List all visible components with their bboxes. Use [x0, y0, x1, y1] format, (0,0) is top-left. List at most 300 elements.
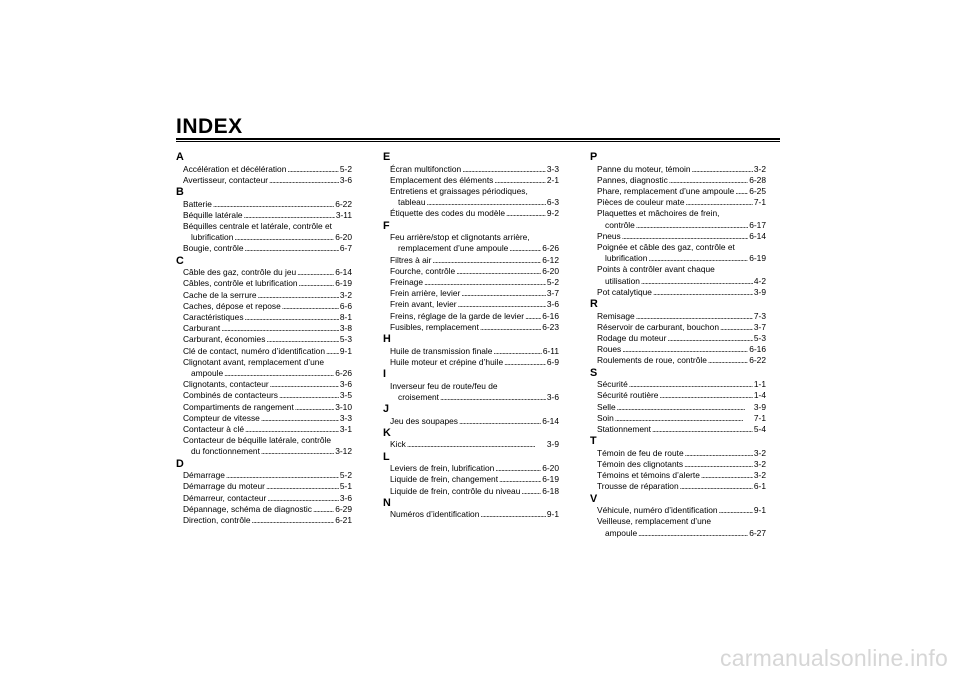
entry-text: Béquilles centrale et latérale, contrôle et [183, 221, 332, 231]
index-entry [383, 299, 559, 310]
dot-leader [461, 288, 546, 299]
entry-line [597, 208, 766, 219]
entry-text: Clignotant avant, remplacement d’une [183, 356, 325, 367]
dot-leader [494, 175, 546, 186]
page-reference[interactable]: 6-22 [335, 198, 352, 209]
entry-text: Témoins et témoins d’alerte [597, 470, 700, 481]
entry-text: Freinage [390, 277, 424, 288]
dot-leader [462, 164, 546, 175]
page-reference[interactable]: 9-1 [753, 505, 766, 516]
title-rule-thin [176, 141, 780, 142]
entry-line-with-page [597, 413, 766, 424]
entry-text: Clé de contact, numéro d’identification [183, 345, 325, 356]
entry-line-with-page [183, 402, 352, 413]
page-reference[interactable]: 6-12 [542, 254, 559, 265]
page-reference[interactable]: 6-29 [335, 503, 352, 514]
dot-leader [226, 470, 339, 481]
dot-leader [504, 357, 546, 368]
page-reference[interactable]: 6-20 [542, 265, 559, 276]
page-reference[interactable]: 5-2 [339, 470, 352, 481]
page-reference[interactable]: 6-28 [749, 174, 766, 185]
index-entry [383, 463, 559, 474]
dot-leader [261, 413, 339, 424]
entry-text: Selle [597, 401, 616, 412]
entry-line-with-page [390, 416, 559, 427]
entry-text: Bougie, contrôle [183, 243, 244, 254]
page-reference[interactable]: 6-14 [335, 267, 352, 278]
entry-text: Roues [597, 344, 622, 355]
entry-text: Combinés de contacteurs [183, 390, 278, 401]
page-reference[interactable]: 7-3 [753, 310, 766, 321]
page-reference[interactable]: 3-7 [753, 321, 766, 332]
index-entry [383, 322, 559, 333]
page-reference[interactable]: 3-6 [546, 391, 559, 402]
entry-text: Sécurité routière [597, 390, 659, 401]
section-letter: R [590, 298, 598, 311]
entry-line-with-page [597, 505, 766, 516]
dot-leader [638, 528, 748, 539]
page-reference[interactable]: 3-2 [753, 447, 766, 458]
dot-leader [735, 186, 748, 197]
entry-text: Phare, remplacement d’une ampoule [597, 186, 735, 196]
entry-text: Sécurité [597, 379, 628, 390]
index-entry [383, 208, 559, 219]
entry-text: Pneus [597, 230, 621, 241]
index-entry [383, 357, 559, 368]
index-entry [590, 448, 766, 459]
index-entry [590, 186, 766, 197]
page-reference[interactable]: 6-1 [753, 481, 766, 492]
entry-text: Panne du moteur, témoin [597, 163, 691, 174]
dot-leader [708, 355, 748, 366]
page-reference[interactable]: 6-19 [542, 474, 559, 485]
index-entry [383, 439, 559, 450]
entry-line-with-page [183, 301, 352, 312]
dot-leader [440, 392, 546, 403]
entry-text: Carburant, économies [183, 334, 266, 345]
entry-line [390, 381, 559, 392]
dot-leader [506, 208, 546, 219]
page-reference[interactable]: 1-1 [753, 379, 766, 390]
entry-text: Écran multifonction [390, 163, 462, 174]
dot-leader [617, 402, 753, 413]
index-entry [176, 504, 352, 515]
section-letter: H [383, 333, 391, 346]
entry-line-with-page [390, 509, 559, 520]
entry-line-with-page [597, 355, 766, 366]
page-reference[interactable]: 6-22 [749, 355, 766, 366]
index-entry [590, 424, 766, 435]
index-entry [383, 509, 559, 520]
entry-line-with-page [183, 379, 352, 390]
dot-leader [636, 311, 753, 322]
page-reference[interactable]: 8-1 [339, 312, 352, 323]
dot-leader [622, 231, 748, 242]
index-entry [383, 288, 559, 299]
entry-line [390, 186, 559, 197]
page-reference[interactable]: 3-10 [335, 401, 352, 412]
section-letter: I [383, 368, 386, 381]
section-letter: K [383, 426, 391, 439]
entry-line-with-page [183, 210, 352, 221]
dot-leader [685, 448, 753, 459]
entry-line-with-page [390, 439, 559, 450]
dot-leader [261, 446, 334, 457]
index-entry [176, 470, 352, 481]
index-entry [590, 333, 766, 344]
page-reference[interactable]: 3-6 [339, 492, 352, 503]
entry-text: Batterie [183, 198, 212, 209]
index-entry [590, 402, 766, 413]
dot-leader [234, 232, 334, 243]
index-entry [590, 197, 766, 208]
entry-line-with-page [597, 164, 766, 175]
page-reference[interactable]: 5-2 [546, 277, 559, 288]
page-reference[interactable]: 6-21 [335, 515, 352, 526]
page-reference[interactable]: 3-9 [753, 286, 766, 297]
entry-text: Accélération et décélération [183, 163, 287, 174]
entry-line-with-page [183, 515, 352, 526]
page-reference[interactable]: 9-2 [546, 208, 559, 219]
index-entry [176, 515, 352, 526]
dot-leader [493, 346, 541, 357]
entry-line-with-page [390, 299, 559, 310]
dot-leader [266, 481, 339, 492]
entry-text: Étiquette des codes du modèle [390, 208, 506, 219]
dot-leader [287, 164, 339, 175]
dot-leader [701, 470, 753, 481]
entry-line-with-page [597, 470, 766, 481]
page-reference[interactable]: 3-9 [546, 439, 559, 450]
entry-text: ampoule [191, 368, 224, 379]
dot-leader [509, 243, 541, 254]
dot-leader [641, 276, 753, 287]
index-entry [176, 493, 352, 504]
entry-line-with-page [183, 390, 352, 401]
page-reference[interactable]: 6-7 [339, 243, 352, 254]
entry-line [390, 232, 559, 243]
page-reference[interactable]: 6-16 [542, 310, 559, 321]
entry-line-with-page [597, 311, 766, 322]
index-entry [176, 221, 352, 243]
entry-line-with-page [390, 197, 559, 208]
index-entry [383, 311, 559, 322]
section-letter: N [383, 496, 391, 509]
index-entry [590, 390, 766, 401]
index-entry [176, 301, 352, 312]
index-entry [176, 357, 352, 379]
page-reference[interactable]: 6-20 [542, 463, 559, 474]
dot-leader [244, 210, 335, 221]
index-entry [176, 413, 352, 424]
dot-leader [295, 402, 334, 413]
index-entry [590, 344, 766, 355]
entry-text: Réservoir de carburant, bouchon [597, 321, 719, 332]
dot-leader [686, 197, 753, 208]
page-reference[interactable]: 6-6 [339, 300, 352, 311]
page-reference[interactable]: 3-2 [753, 459, 766, 470]
page-reference[interactable]: 2-1 [546, 174, 559, 185]
page-reference[interactable]: 6-19 [335, 278, 352, 289]
entry-line-with-page [183, 368, 352, 379]
entry-line-with-page [390, 392, 559, 403]
page-reference[interactable]: 6-26 [542, 243, 559, 254]
entry-line-with-page [390, 175, 559, 186]
dot-leader [495, 463, 541, 474]
entry-text: du fonctionnement [191, 446, 260, 457]
index-entry [383, 381, 559, 403]
page-reference[interactable]: 7-1 [753, 412, 766, 423]
section-letter: L [383, 450, 390, 463]
index-entry [590, 413, 766, 424]
dot-leader [224, 368, 334, 379]
dot-leader [258, 290, 339, 301]
dot-leader [282, 301, 339, 312]
dot-leader [426, 197, 545, 208]
entry-text: Soin [597, 412, 614, 423]
entry-line [183, 435, 352, 446]
page-reference[interactable]: 6-27 [749, 527, 766, 538]
entry-line-with-page [597, 344, 766, 355]
dot-leader [652, 424, 753, 435]
page-reference[interactable]: 6-14 [542, 415, 559, 426]
page-reference[interactable]: 6-18 [542, 485, 559, 496]
section-letter: E [383, 151, 391, 163]
entry-text: ampoule [605, 527, 638, 538]
entry-text: Compartiments de rangement [183, 401, 294, 412]
entry-line-with-page [597, 197, 766, 208]
page-reference[interactable]: 5-3 [339, 334, 352, 345]
entry-text: Démarrage du moteur [183, 481, 265, 492]
entry-line-with-page [597, 424, 766, 435]
entry-text: Plaquettes et mâchoires de frein, [597, 208, 720, 219]
dot-leader [432, 255, 541, 266]
index-entry [590, 242, 766, 264]
entry-text: Frein arrière, levier [390, 288, 461, 299]
entry-text: Câbles, contrôle et lubrification [183, 278, 298, 289]
page-reference[interactable]: 3-5 [339, 390, 352, 401]
entry-line-with-page [183, 278, 352, 289]
page-reference[interactable]: 7-1 [753, 197, 766, 208]
page-reference[interactable]: 3-6 [546, 299, 559, 310]
page-reference[interactable]: 6-16 [749, 344, 766, 355]
entry-text: contrôle [605, 219, 635, 230]
dot-leader [525, 311, 541, 322]
dot-leader [245, 312, 339, 323]
entry-line-with-page [390, 266, 559, 277]
entry-line-with-page [183, 424, 352, 435]
dot-leader [313, 504, 334, 515]
dot-leader [299, 278, 335, 289]
index-entry [383, 255, 559, 266]
entry-line-with-page [390, 311, 559, 322]
dot-leader [521, 486, 541, 497]
entry-text: Inverseur feu de route/feu de [390, 380, 498, 391]
index-entry [590, 322, 766, 333]
page-reference[interactable]: 9-1 [546, 509, 559, 520]
entry-text: Liquide de frein, contrôle du niveau [390, 485, 521, 496]
page-reference[interactable]: 6-23 [542, 321, 559, 332]
dot-leader [667, 333, 753, 344]
dot-leader [279, 390, 339, 401]
page-reference[interactable]: 6-26 [335, 368, 352, 379]
page-reference[interactable]: 3-3 [546, 163, 559, 174]
index-entry [176, 346, 352, 357]
entry-text: Témoin des clignotants [597, 459, 684, 470]
entry-text: Filtres à air [390, 254, 432, 265]
dot-leader [499, 474, 541, 485]
entry-line-with-page [183, 470, 352, 481]
entry-text: Freins, réglage de la garde de levier [390, 310, 525, 321]
entry-line-with-page [183, 504, 352, 515]
index-entry [590, 164, 766, 175]
page-reference[interactable]: 6-19 [749, 253, 766, 264]
entry-line-with-page [597, 481, 766, 492]
index-entry [176, 199, 352, 210]
index-entry [176, 379, 352, 390]
section-letter: S [590, 366, 598, 379]
entry-text: Direction, contrôle [183, 515, 251, 526]
index-entry [176, 435, 352, 457]
dot-leader [269, 175, 339, 186]
entry-text: Contacteur à clé [183, 424, 244, 435]
page-reference[interactable]: 5-1 [339, 481, 352, 492]
page-reference[interactable]: 3-12 [335, 446, 352, 457]
index-entry [590, 208, 766, 230]
index-entry [176, 278, 352, 289]
index-entry [176, 210, 352, 221]
dot-leader [680, 481, 753, 492]
page-reference[interactable]: 3-7 [546, 288, 559, 299]
page-reference[interactable]: 3-6 [339, 174, 352, 185]
page-reference[interactable]: 6-9 [546, 356, 559, 367]
page-reference[interactable]: 3-9 [753, 401, 766, 412]
entry-text: Emplacement des éléments [390, 174, 494, 185]
entry-line [183, 221, 352, 232]
entry-text: Rodage du moteur [597, 333, 667, 344]
page-reference[interactable]: 6-20 [335, 232, 352, 243]
page-reference[interactable]: 3-2 [339, 289, 352, 300]
page-reference[interactable]: 1-4 [753, 390, 766, 401]
index-entry [176, 312, 352, 323]
entry-line-with-page [597, 253, 766, 264]
dot-leader [213, 199, 334, 210]
entry-line-with-page [183, 346, 352, 357]
page-reference[interactable]: 3-11 [335, 209, 352, 220]
section-letter: B [176, 186, 184, 198]
page-reference[interactable]: 3-1 [339, 424, 352, 435]
entry-line-with-page [597, 390, 766, 401]
page-reference[interactable]: 6-25 [749, 186, 766, 196]
entry-text: Entretiens et graissages périodiques, [390, 186, 528, 196]
page-reference[interactable]: 5-3 [753, 333, 766, 344]
entry-line-with-page [183, 290, 352, 301]
entry-line-with-page [390, 288, 559, 299]
page-reference[interactable]: 6-14 [749, 230, 766, 241]
entry-text: Démarreur, contacteur [183, 492, 267, 503]
dot-leader [424, 277, 546, 288]
section-letter: J [383, 403, 390, 416]
index-column-1 [176, 151, 352, 526]
page-reference[interactable]: 3-2 [753, 163, 766, 174]
entry-line-with-page [390, 255, 559, 266]
entry-text: Dépannage, schéma de diagnostic [183, 503, 312, 514]
entry-text: tableau [398, 197, 426, 208]
index-entry [590, 516, 766, 538]
page-reference[interactable]: 9-1 [339, 345, 352, 356]
index-entry [590, 379, 766, 390]
page-reference[interactable]: 3-2 [753, 470, 766, 481]
entry-line-with-page [183, 164, 352, 175]
entry-text: Pot catalytique [597, 286, 652, 297]
entry-line-with-page [597, 287, 766, 298]
section-letter: P [590, 151, 598, 163]
entry-line-with-page [597, 379, 766, 390]
entry-text: Numéros d’identification [390, 509, 480, 520]
index-entry [383, 232, 559, 254]
dot-leader [659, 390, 752, 401]
page-reference[interactable]: 6-11 [542, 345, 559, 356]
entry-line-with-page [597, 528, 766, 539]
page-reference[interactable]: 5-4 [753, 424, 766, 435]
section-letter: V [590, 492, 598, 505]
entry-line-with-page [597, 231, 766, 242]
entry-line-with-page [183, 446, 352, 457]
entry-line [597, 264, 766, 275]
entry-line-with-page [183, 199, 352, 210]
page-reference[interactable]: 3-6 [339, 379, 352, 390]
entry-text: Jeu des soupapes [390, 415, 458, 426]
dot-leader [622, 344, 748, 355]
page-reference[interactable]: 4-2 [753, 275, 766, 286]
dot-leader [692, 164, 753, 175]
dot-leader [480, 322, 541, 333]
dot-leader [684, 459, 753, 470]
index-entry [590, 459, 766, 470]
index-entry [176, 402, 352, 413]
index-entry [590, 231, 766, 242]
dot-leader [636, 220, 748, 231]
page-reference[interactable]: 6-17 [749, 219, 766, 230]
entry-text: Pièces de couleur mate [597, 197, 685, 208]
page-reference[interactable]: 3-8 [339, 323, 352, 334]
entry-line-with-page [183, 481, 352, 492]
index-entry [176, 390, 352, 401]
entry-text: Remisage [597, 310, 635, 321]
entry-line-with-page [183, 175, 352, 186]
entry-line-with-page [390, 346, 559, 357]
entry-line [597, 242, 766, 253]
entry-text: Pannes, diagnostic [597, 174, 668, 185]
dot-leader [245, 243, 339, 254]
dot-leader [648, 253, 748, 264]
page-reference[interactable]: 6-3 [546, 197, 559, 208]
index-entry [590, 311, 766, 322]
entry-text: Leviers de frein, lubrification [390, 463, 495, 474]
index-entry [383, 346, 559, 357]
index-column-2 [383, 151, 559, 521]
index-entry [383, 164, 559, 175]
entry-line-with-page [597, 459, 766, 470]
page-reference[interactable]: 5-2 [339, 163, 352, 174]
dot-leader [270, 379, 339, 390]
entry-text: Kick [390, 439, 406, 450]
entry-line-with-page [597, 276, 766, 287]
entry-text: Clignotants, contacteur [183, 379, 269, 390]
index-entry [176, 481, 352, 492]
page-reference[interactable]: 3-3 [339, 412, 352, 423]
dot-leader [480, 509, 546, 520]
